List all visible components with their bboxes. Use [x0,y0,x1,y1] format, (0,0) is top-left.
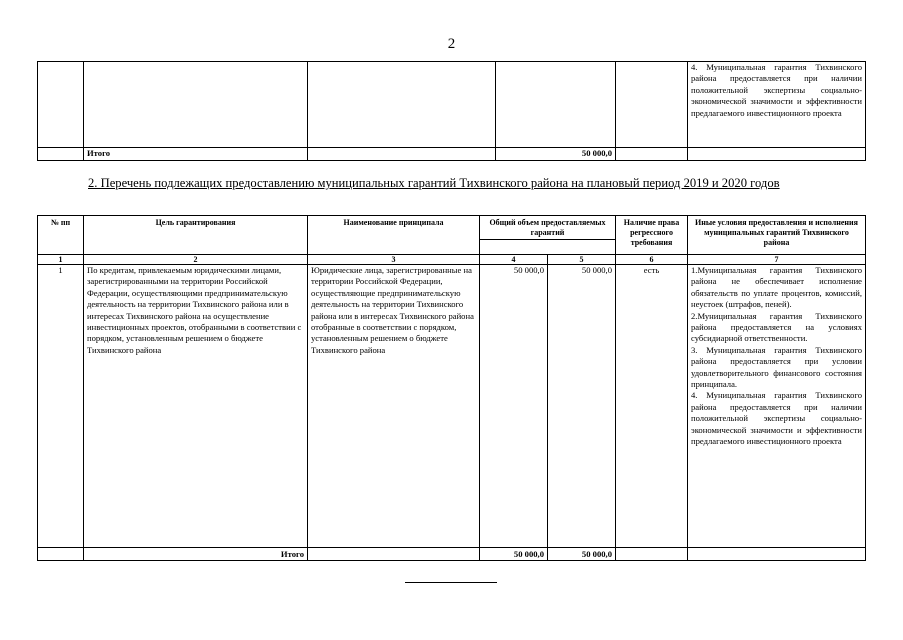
total-value: 50 000,0 [496,148,616,161]
volume-2020-cell: 50 000,0 [548,265,616,548]
column-number: 1 [38,255,84,265]
total-2019: 50 000,0 [480,548,548,561]
column-number: 7 [688,255,866,265]
header-volume: Общий объем предоставляемых гарантий [480,216,616,255]
column-number: 4 [480,255,548,265]
header-num: № пп [38,216,84,255]
principal-cell: Юридические лица, зарегистрированные на территории Российской Федерации, осуществляющие предпринимательскую деятельность на территории Тихвинского района или в интересах Тихвинского района отобранные в соответствии с порядком, установленным решением о бюджете Тихвинского района [308,265,480,548]
row-number: 1 [38,265,84,548]
header-row [38,216,866,255]
header-principal: Наименование принципала [308,216,480,255]
continuation-table [37,61,866,161]
header-regress: Наличие права регрессного требования [616,216,688,255]
purpose-cell: По кредитам, привлекаемым юридическими лицами, зарегистрированными на территории Российской Федерации, осуществляющими предпринимательскую деятельность на территории Тихвинского района или в интересах Тихвинского района на осуществление инвестиционных проектов, отобранными в соответствии с порядком, установленным решением о бюджете Тихвинского района [84,265,308,548]
condition-item: 3. Муниципальная гарантия Тихвинского района предоставляется при условии удовлетворительного финансового состояния принципала. [691,344,862,390]
total-2020: 50 000,0 [548,548,616,561]
volume-2019-cell: 50 000,0 [480,265,548,548]
regress-cell: есть [616,265,688,548]
total-label: Итого [84,148,308,161]
section-heading: 2. Перечень подлежащих предоставлению муниципальных гарантий Тихвинского района на плановый период 2019 и 2020 годов [88,176,780,190]
page-number: 2 [447,36,456,52]
conditions-cell [688,265,866,548]
condition-item: 2.Муниципальная гарантия Тихвинского района предоставляется на условиях субсидиарной ответственности. [691,310,862,344]
header-purpose: Цель гарантирования [84,216,308,255]
total-row [38,548,866,561]
condition-item: 4. Муниципальная гарантия Тихвинского района предоставляется при наличии положительной экспертизы социально-экономической значимости и эффективности предлагаемого инвестиционного проекта [691,390,862,447]
column-number: 6 [616,255,688,265]
condition-cell: 4. Муниципальная гарантия Тихвинского района предоставляется при наличии положительной экспертизы социально-экономической значимости и эффективности предлагаемого инвестиционного проекта [688,62,866,148]
total-row [38,148,866,161]
table-row [38,265,866,548]
guarantees-table [37,215,866,561]
column-number: 2 [84,255,308,265]
condition-item: 1.Муниципальная гарантия Тихвинского района не обеспечивает исполнение обязательств по уплате процентов, комиссий, неустоек (штрафов, пеней). [691,265,862,310]
column-number-row [38,255,866,265]
total-label: Итого [84,548,308,561]
footer-divider [405,582,497,583]
table-row [38,62,866,148]
column-number: 3 [308,255,480,265]
column-number: 5 [548,255,616,265]
header-conditions: Иные условия предоставления и исполнения муниципальных гарантий Тихвинского района [688,216,866,255]
